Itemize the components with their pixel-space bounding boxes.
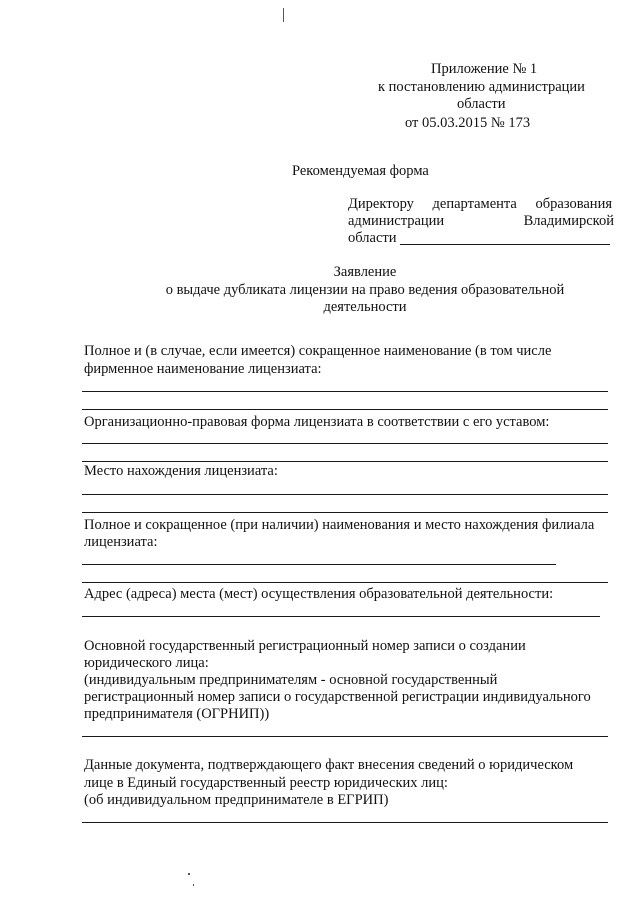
egrul-input-line[interactable] [82,822,608,823]
ogrn-input-line[interactable] [82,736,608,737]
addressee-line-3: области [348,230,397,246]
recommended-form-label: Рекомендуемая форма [292,163,429,179]
addressee-line-1: Директору департамента образования [348,196,612,212]
appendix-date: от 05.03.2015 № 173 [405,115,531,131]
legal-form-label: Организационно-правовая форма лицензиата в соответствии с его уставом: [84,414,550,430]
scan-speck [193,884,194,886]
egrul-label-line-3: (об индивидуальном предпринимателе в ЕГРИП) [84,792,389,808]
branch-input-line-1[interactable] [82,564,556,565]
full-name-label-line-1: Полное и (в случае, если имеется) сокращенное наименование (в том числе [84,343,552,359]
ogrn-label-line-3: (индивидуальным предпринимателям - основной государственный [84,672,498,688]
location-label: Место нахождения лицензиата: [84,463,278,479]
full-name-label-line-2: фирменное наименование лицензиата: [84,361,322,377]
appendix-decree: к постановлению администрации [378,79,585,95]
document-subtitle-line-1: о выдаче дубликата лицензии на право ведения образовательной [165,282,565,298]
appendix-number: Приложение № 1 [431,61,538,77]
document-subtitle-line-2: деятельности [323,299,407,315]
scan-speck [188,873,190,875]
egrul-label-line-1: Данные документа, подтверждающего факт внесения сведений о юридическом [84,757,574,773]
full-name-input-line-1[interactable] [82,391,608,392]
address-label: Адрес (адреса) места (мест) осуществления образовательной деятельности: [84,586,554,602]
branch-label-line-1: Полное и сокращенное (при наличии) наименования и место нахождения филиала [84,517,595,533]
scan-mark [283,8,284,22]
addressee-line-2 [348,213,614,230]
legal-form-input-line-2[interactable] [82,461,608,462]
ogrn-label-line-1: Основной государственный регистрационный номер записи о создании [84,638,526,654]
location-input-line-2[interactable] [82,512,608,513]
ogrn-label-line-2: юридического лица: [84,655,209,671]
egrul-label-line-2: лице в Единый государственный реестр юридических лиц: [84,775,448,791]
ogrn-label-line-4: регистрационный номер записи о государственной регистрации индивидуального [84,689,591,705]
address-input-line[interactable] [82,616,600,617]
addressee-name-line[interactable] [400,244,610,245]
appendix-region: области [457,96,506,112]
addressee-line-2-text: администрации Владимирской [348,213,614,229]
full-name-input-line-2[interactable] [82,409,608,410]
legal-form-input-line-1[interactable] [82,443,608,444]
ogrn-label-line-5: предпринимателя (ОГРНИП)) [84,706,270,722]
document-title: Заявление [333,264,397,280]
location-input-line-1[interactable] [82,494,608,495]
branch-input-line-2[interactable] [82,582,608,583]
branch-label-line-2: лицензиата: [84,534,158,550]
